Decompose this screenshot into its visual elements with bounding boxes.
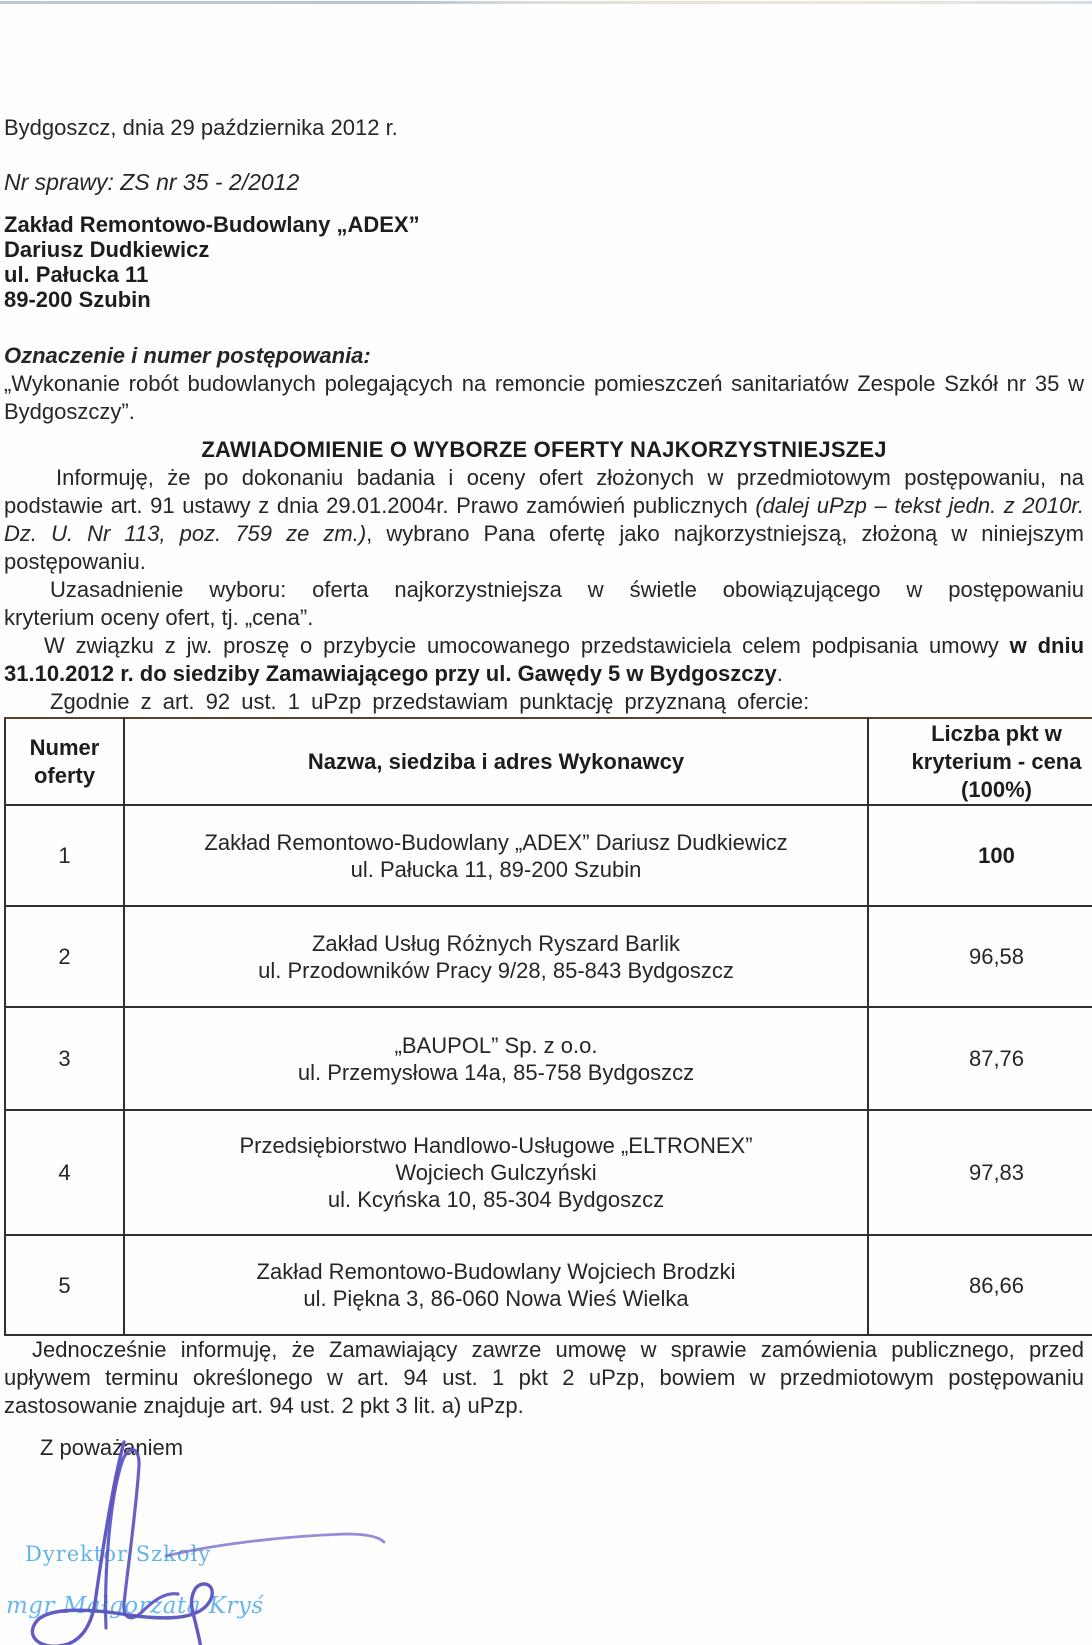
contract-signing-period: .: [776, 661, 783, 686]
points-value: 96,58: [868, 906, 1092, 1007]
header-offer-number-line2: oferty: [33, 762, 96, 788]
paragraph-contract-timing: Jednocześnie informuję, że Zamawiający zawrze umowę w sprawie zamówienia publicznego, przed upływem terminu określonego w art. 94 ust. 1 pkt 2 uPzp, bowiem w przedmiotowym postępowaniu zastosowanie znajduje art. 94 ust. 2 pkt 3 lit. a) uPzp.: [4, 1337, 1084, 1418]
points-value: 86,66: [868, 1235, 1092, 1335]
contract-signing-date-place: 31.10.2012 r. do siedziby Zamawiającego przy ul. Gawędy 5 w Bydgoszczy: [4, 661, 777, 686]
recipient-person: Dariusz Dudkiewicz: [4, 237, 210, 262]
header-offer-number: [5, 718, 124, 805]
header-points-line1: Liczba pkt w: [931, 720, 1062, 746]
contractor-line: Przedsiębiorstwo Handlowo-Usługowe „ELTRONEX”: [239, 1133, 753, 1158]
closing-phrase: Z poważaniem: [40, 1435, 184, 1460]
offer-number: 3: [5, 1007, 124, 1110]
date-line: Bydgoszcz, dnia 29 października 2012 r.: [4, 115, 398, 140]
offer-number: 5: [5, 1235, 124, 1335]
paragraph-scoring-intro: Zgodnie z art. 92 ust. 1 uPzp przedstawiam punktację przyznaną ofercie:: [50, 689, 810, 714]
contract-signing-line1: [4, 632, 1084, 660]
proceeding-label: Oznaczenie i numer postępowania:: [4, 343, 371, 368]
contractor-line: ul. Piękna 3, 86-060 Nowa Wieś Wielka: [303, 1286, 689, 1311]
contractor-cell: [124, 906, 868, 1007]
table-row: [5, 1007, 1092, 1110]
contractor-line: Wojciech Gulczyński: [395, 1160, 597, 1185]
recipient-address-block: [4, 212, 1084, 312]
contractor-line: Zakład Usług Różnych Ryszard Barlik: [311, 930, 681, 956]
table-row: [5, 805, 1092, 906]
table-row: [5, 1235, 1092, 1335]
recipient-city: 89-200 Szubin: [4, 287, 151, 312]
contractor-line: ul. Przodowników Pracy 9/28, 85-843 Bydgoszcz: [258, 957, 734, 983]
offer-score-table: [4, 717, 1092, 1336]
recipient-company: Zakład Remontowo-Budowlany „ADEX”: [4, 212, 420, 237]
justification-line1: Uzasadnienie wyboru: oferta najkorzystniejsza w świetle obowiązującego w postępowaniu: [50, 577, 1084, 602]
contractor-line: ul. Kcyńska 10, 85-304 Bydgoszcz: [327, 1187, 665, 1212]
header-points: [868, 718, 1092, 805]
justification-line2: kryterium oceny ofert, tj. „cena”.: [4, 605, 314, 630]
contractor-line: „BAUPOL” Sp. z o.o.: [394, 1032, 598, 1058]
page-title: ZAWIADOMIENIE O WYBORZE OFERTY NAJKORZYSTNIEJSZEJ: [201, 437, 887, 462]
paragraph-selection-info: [4, 464, 1084, 576]
paragraph-selection-info-part1: Informuję, że po dokonaniu badania i oceny ofert złożonych w przedmiotowym postępowaniu, na podstawie art. 91 ustawy z dnia 29.01.2004r. Prawo zamówień publicznych: [4, 465, 1084, 518]
offer-number: 4: [5, 1110, 124, 1235]
table-row: [5, 1110, 1092, 1235]
header-points-line3: (100%): [961, 776, 1032, 802]
case-number: Nr sprawy: ZS nr 35 - 2/2012: [4, 169, 300, 195]
table-row: [5, 906, 1092, 1007]
contract-signing-date-start: w dniu: [1009, 633, 1085, 658]
offer-number: 1: [5, 805, 124, 906]
paragraph-selection-info-legal-ref: (dalej uPzp – tekst jedn. z 2010r. Dz. U. Nr 113, poz. 759 ze zm.): [4, 493, 1084, 546]
contractor-line: Zakład Remontowo-Budowlany Wojciech Brodzki: [256, 1259, 736, 1284]
stamp-name-text: mgr Małgorzata Kryś: [6, 1593, 264, 1619]
points-value: 97,83: [868, 1110, 1092, 1235]
contractor-cell: [124, 1007, 868, 1110]
paragraph-selection-info-part2: , wybrano Pana ofertę jako najkorzystniejszą, złożoną w niniejszym postępowaniu.: [4, 521, 1084, 574]
contractor-line: ul. Pałucka 11, 89-200 Szubin: [350, 856, 642, 882]
table-header-row: [5, 718, 1092, 805]
contractor-line: ul. Przemysłowa 14a, 85-758 Bydgoszcz: [297, 1059, 695, 1085]
proceeding-description: „Wykonanie robót budowlanych polegających na remoncie pomieszczeń sanitariatów Zespole Szkół nr 35 w Bydgoszczy”.: [4, 371, 1084, 424]
header-points-line2: kryterium - cena: [911, 748, 1082, 774]
points-value: 100: [868, 805, 1092, 906]
contract-signing-line2: [4, 660, 1084, 688]
paragraph-contract-signing: [4, 632, 1084, 688]
contractor-cell: [124, 1235, 868, 1335]
contract-signing-text: W związku z jw. proszę o przybycie umocowanego przedstawiciela celem podpisania umowy: [44, 633, 1010, 658]
scan-artifact-line: [0, 1, 1092, 4]
recipient-street: ul. Pałucka 11: [4, 262, 149, 287]
header-offer-number-line1: Numer: [29, 734, 100, 760]
contractor-cell: [124, 805, 868, 906]
points-value: 87,76: [868, 1007, 1092, 1110]
stamp-role-text: Dyrektor Szkoły: [25, 1542, 212, 1566]
contractor-line: Zakład Remontowo-Budowlany „ADEX” Dariusz Dudkiewicz: [204, 829, 788, 855]
paragraph-justification: [4, 576, 1084, 632]
contractor-cell: [124, 1110, 868, 1235]
header-contractor: Nazwa, siedziba i adres Wykonawcy: [124, 718, 868, 805]
offer-number: 2: [5, 906, 124, 1007]
